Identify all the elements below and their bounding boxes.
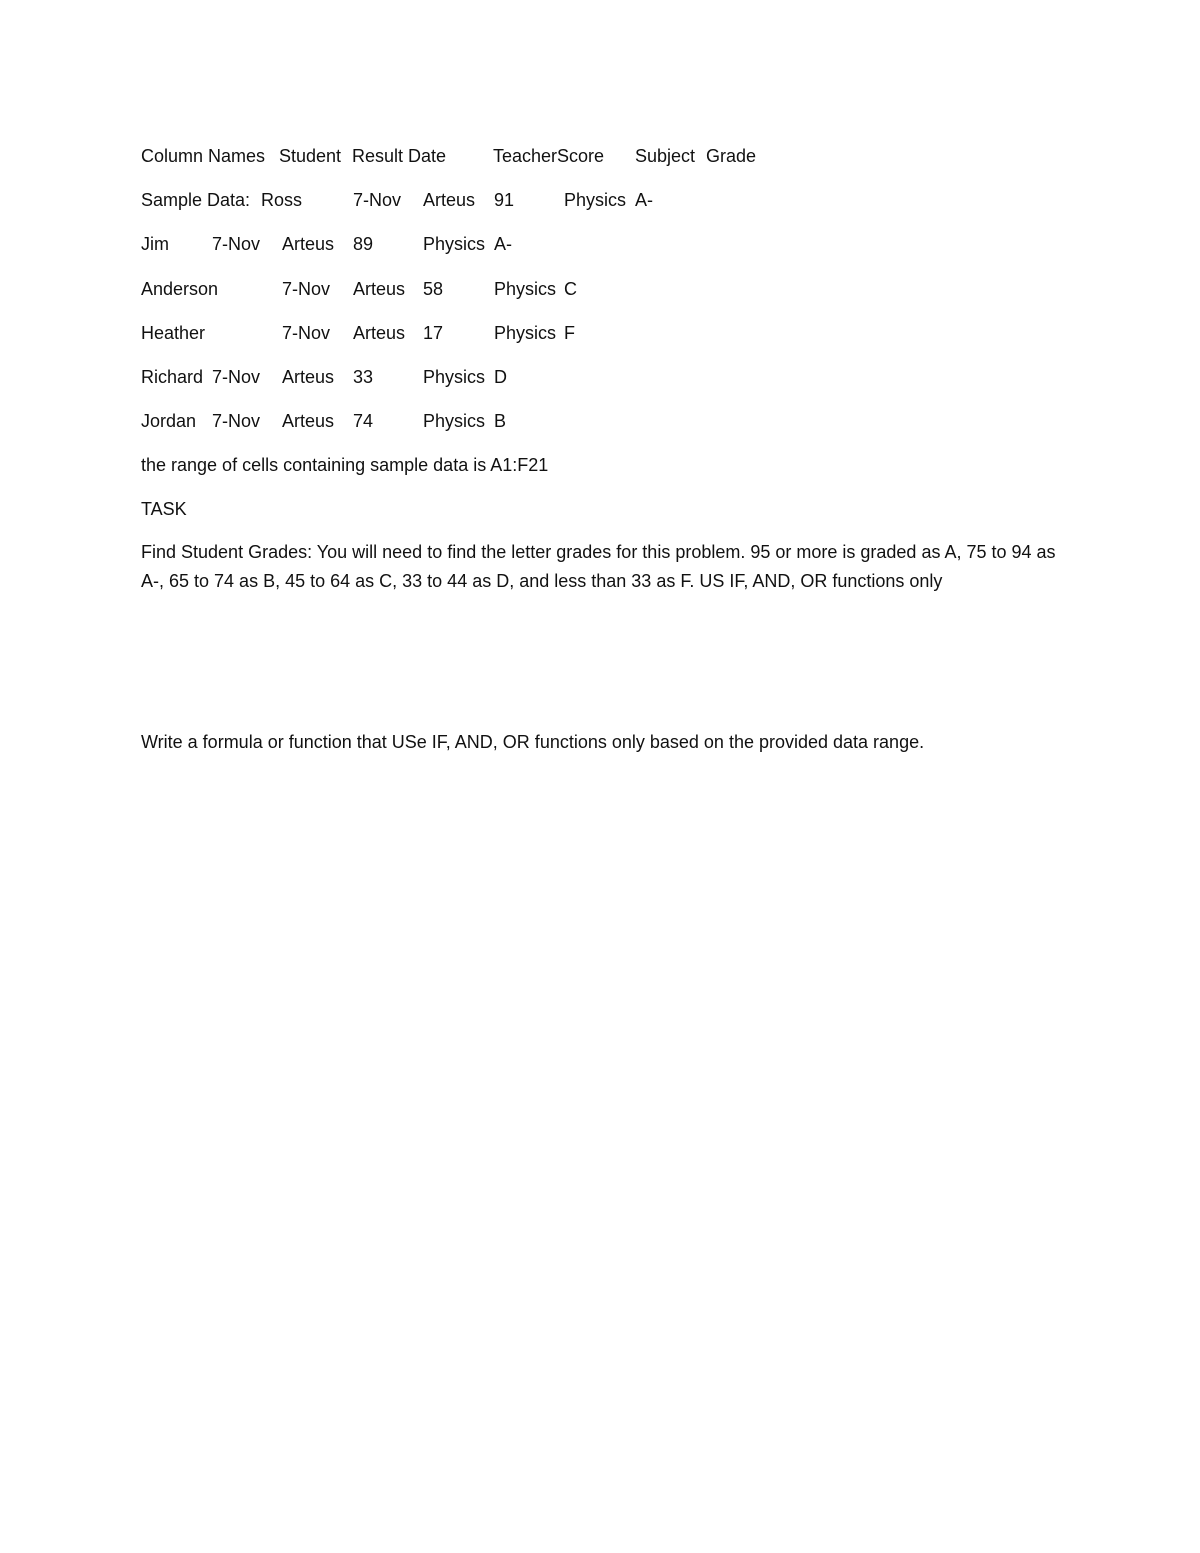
student-name: Jordan — [141, 411, 197, 431]
teacher: Arteus — [353, 279, 406, 299]
student-name: Jim — [141, 234, 169, 254]
student-name: Heather — [141, 323, 206, 343]
subject: Physics — [423, 367, 486, 387]
sample-data-label: Sample Data: — [141, 190, 251, 210]
student-name: Anderson — [141, 279, 219, 299]
grade: C — [564, 279, 577, 299]
score: 89 — [353, 234, 374, 254]
teacher: Arteus — [353, 323, 406, 343]
grade: D — [494, 367, 507, 387]
task-heading: TASK — [141, 499, 187, 519]
column-names-label: Column Names — [141, 146, 266, 166]
teacher: Arteus — [282, 411, 335, 431]
column-name-subject: Subject — [635, 146, 696, 166]
column-name-student: Student — [279, 146, 342, 166]
result-date: 7-Nov — [282, 323, 331, 343]
result-date: 7-Nov — [282, 279, 331, 299]
subject: Physics — [494, 323, 557, 343]
instruction-line: Write a formula or function that USe IF, AND, OR functions only based on the provided data range. — [141, 732, 925, 752]
column-name-result-date: Result Date — [352, 146, 447, 166]
result-date: 7-Nov — [212, 411, 261, 431]
grade: F — [564, 323, 575, 343]
task-paragraph: Find Student Grades: You will need to find the letter grades for this problem. 95 or more is graded as A, 75 to 94 as A-, 65 to 74 as B, 45 to 64 as C, 33 to 44 as D, and less than 33 as F. US IF, AND, OR functions only — [141, 542, 1056, 591]
score: 74 — [353, 411, 374, 431]
teacher: Arteus — [282, 367, 335, 387]
grade: A- — [494, 234, 512, 254]
result-date: 7-Nov — [212, 367, 261, 387]
subject: Physics — [564, 190, 627, 210]
result-date: 7-Nov — [212, 234, 261, 254]
column-name-teacher-score: TeacherScore — [493, 146, 605, 166]
subject: Physics — [423, 411, 486, 431]
student-name: Ross — [261, 190, 303, 210]
student-name: Richard — [141, 367, 204, 387]
range-note: the range of cells containing sample data is A1:F21 — [141, 455, 549, 475]
score: 91 — [494, 190, 515, 210]
score: 33 — [353, 367, 374, 387]
score: 17 — [423, 323, 444, 343]
grade: B — [494, 411, 507, 431]
result-date: 7-Nov — [353, 190, 402, 210]
grade: A- — [635, 190, 653, 210]
teacher: Arteus — [282, 234, 335, 254]
subject: Physics — [423, 234, 486, 254]
column-name-grade: Grade — [706, 146, 757, 166]
score: 58 — [423, 279, 444, 299]
subject: Physics — [494, 279, 557, 299]
teacher: Arteus — [423, 190, 476, 210]
